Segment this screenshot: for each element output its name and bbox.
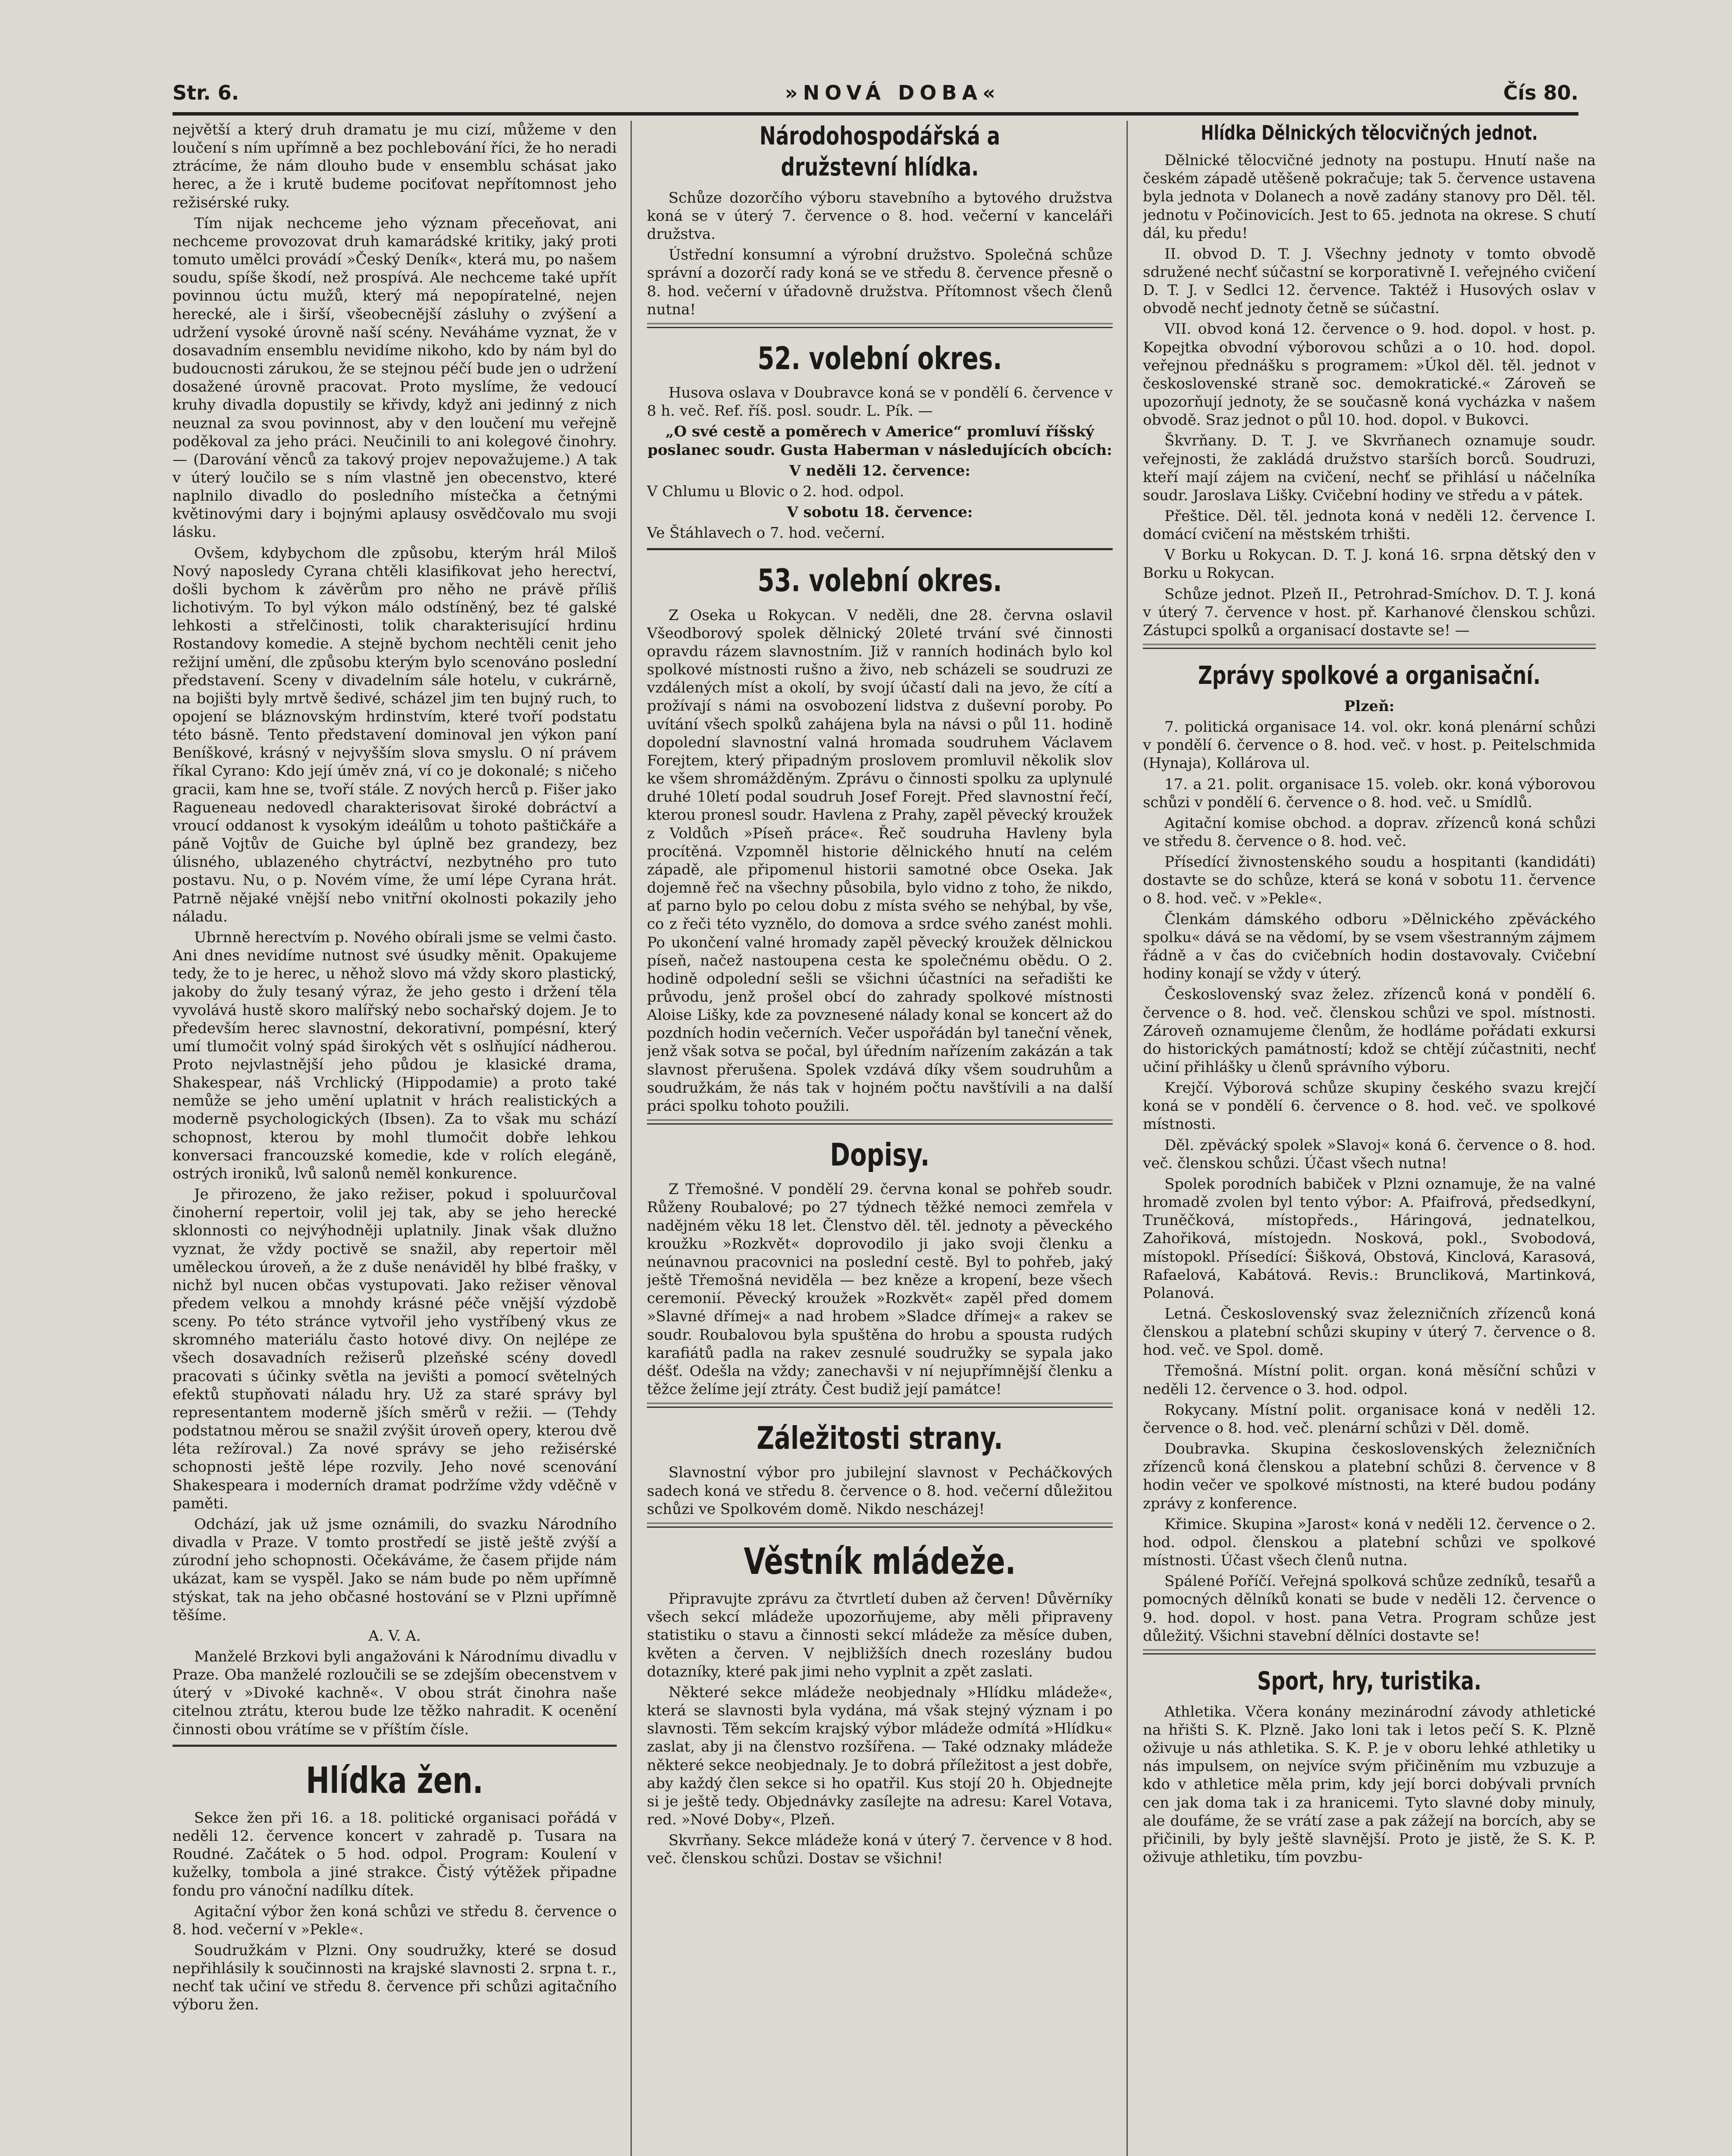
section-heading: Zprávy spolkové a organisační. <box>1198 661 1541 690</box>
article-text: Členkám dámského odboru »Dělnického zpěváckého spolku« dává se na vědomí, by se vsem všestranným zájmem řádně a v čas do cvičebních hodin dostavovaly. Cvičební hodiny konají se vždy v úterý. <box>1143 910 1596 983</box>
section-heading: Národohospodářská a družstevní hlídka. <box>759 121 1000 182</box>
article-text: největší a který druh dramatu je mu cizí, můžeme v den loučení s ním upřímně a bez pochlebování říci, že ho neradi ztrácíme, že nám dlouho bude v ensemblu schásat jako herec, a že i krutě budeme pociťovat nepřítomnost jeho režisérské ruky. <box>173 121 617 211</box>
article-text: V sobotu 18. července: <box>787 504 973 521</box>
article-text: Škvrňany. D. T. J. ve Skvrňanech oznamuje soudr. veřejnosti, že zakládá družstvo starších borců. Soudruzi, kteří mají zájem na cvičení, nechť se přihlásí u náčelníka soudr. Jaroslava Lišky. Cvičební hodiny ve středu a v pátek. <box>1143 432 1596 504</box>
article-text: 7. politická organisace 14. vol. okr. koná plenární schůzi v pondělí 6. července o 8. hod. več. v host. p. Peitelschmida (Hynaja), Kollárova ul. <box>1143 718 1596 772</box>
page-number: Str. 6. <box>173 81 239 104</box>
article-text: Odchází, jak už jsme oznámili, do svazku Národního divadla v Praze. V tomto prostředí se jistě ještě zvýší a zúrodní jeho schopnosti. Očekáváme, že časem přijde nám ukázat, kam se vyspěl. Jako se nám bude po něm upřímně stýskat, tak na jeho občasné hostování se v Plzni upřímně těšíme. <box>173 1515 617 1624</box>
article-text: Athletika. Včera konány mezinárodní závody athletické na hřišti S. K. Plzně. Jako loni tak i letos pečí S. K. Plzně oživuje u nás athletika. S. K. P. je v oboru lehké athletiky u nás impulsem, on nejvíce svým přičiněním mu vzbuzuje a kdo v athletice měla prim, kdy její borci dobývali prvních cen jak doma tak i za hranicemi. Tyto slavné doby minuly, ale doufáme, že se vrátí zase a pak zážejí na borcích, aby se přičinili, by byly ještě slavnější. Proto je jistě, že S. K. P. oživuje athletiku, tím povzbu- <box>1143 1703 1596 1866</box>
section-separator <box>1143 1649 1596 1655</box>
article-text: Soudružkám v Plzni. Ony soudružky, které se dosud nepřihlásily k součinnosti na krajské slavnosti 2. srpna t. r., nechť tak učiní ve středu 8. července při schůzi agitačního výboru žen. <box>173 1942 617 2014</box>
article-text: Agitační komise obchod. a doprav. zřízenců koná schůzi ve středu 8. července o 8. hod. več. <box>1143 814 1596 850</box>
article-text: Československý svaz želez. zřízenců koná v pondělí 6. července o 8. hod. več. členskou schůzi ve spol. místnosti. Zároveň oznamujeme členům, že hodláme pořádati exkursi do historických památností; kdož se chtějí zúčastniti, nechť učiní přihlášky u členů správního výboru. <box>1143 986 1596 1076</box>
article-text: Sekce žen při 16. a 18. politické organisaci pořádá v neděli 12. července koncert v zahradě p. Tusara na Roudné. Začátek o 5 hod. odpol. Program: Koulení v kuželky, tombola a jiné strakce. Čistý výtěžek připadne fondu pro vánoční nadílku dítek. <box>173 1809 617 1899</box>
article-text: V neděli 12. července: <box>789 462 970 479</box>
section-separator <box>647 548 1113 550</box>
article-text: Přeštice. Děl. těl. jednota koná v neděli 12. července I. domácí cvičení na městském trhišti. <box>1143 508 1596 543</box>
article-text: Dělnické tělocvičné jednoty na postupu. Hnutí naše na českém západě utěšeně pokračuje; tak 5. července ustavena byla jednota v Dolanech a nově zadány stanovy pro Děl. těl. jednotu v Počinovicích. Jest to 65. jednota na okrese. S chutí dál, ku předu! <box>1143 152 1596 242</box>
article-text: Doubravka. Skupina československých železničních zřízenců koná členskou a platební schůzi 8. července v 8 hodin večer ve spolkové místnosti, na které budou podány zprávy z konference. <box>1143 1440 1596 1512</box>
article-text: Z Oseka u Rokycan. V neděli, dne 28. června oslavil Všeodborový spolek dělnický 20leté trvání své činnosti opravdu rázem slavnostním. Již v ranních hodinách bylo kol spolkové místnosti rušno a živo, neb scházeli se soudruzi ze vzdálených míst a okolí, by svojí účastí dali na jevo, že cítí a prožívají s námi na osvobození lidstva z duševní poroby. Po uvítání všech spolků zahájena byla na návsi o půl 11. hodině dopolední slavnostní valná hromada soudruhem Václavem Forejtem, který připadným proslovem promluvil několik slov ke všem shromážděným. Zprávu o činnosti spolku za uplynulé druhé 10letí podal soudruh Josef Forejt. Před slavnostní řečí, kterou pronesl soudr. Havlena z Prahy, zapěl pěvecký kroužek z Voldůch »Píseň práce«. Řeč soudruha Havleny byla procítěná. Vzpomněl historie dělnického hnutí na celém západě, ale připomenul historii samotné obce Oseka. Jak dojemně řeč na všechny působila, bylo vidno z toho, že nikdo, ať parno bylo po celou dobu z místa svého se nehýbal, by vše, co z řeči této vyznělo, do domova a srdce svého zanést mohli. Po ukončení valné hromady zapěl pěvecký kroužek dělnickou píseň, načež nastoupena cesta ke společnému obědu. O 2. hodině odpolední sešli se všichni účastníci na seřadišti ke průvodu, jenž prošel obcí do zahrady spolkové místnosti Aloise Lišky, kde za povznesené nálady konal se koncert až do pozdních hodin večerních. Večer uspořádán byl taneční věnek, jenž však sotva se počal, byl úředním nařízením zakázán a tak slavnost přerušena. Spolek vzdává díky všem soudruhům a soudružkám, že nás tak v hojném počtu navštívili a na další práci spolku tohoto použili. <box>647 606 1113 1115</box>
section-heading: Hlídka žen. <box>306 1759 483 1802</box>
article-text: Z Třemošné. V pondělí 29. června konal se pohřeb soudr. Růženy Roubalové; po 27 týdnech těžké nemoci zemřela v nadějném věku 18 let. Členstvo děl. těl. jednoty a pěveckého kroužku »Rozkvět« doprovodilo ji jako svoji členku a neúnavnou pracovnici na poslední cestě. Byl to pohřeb, jaký ještě Třemošná neviděla — bez kněze a kropení, beze všech ceremonií. Pěvecký kroužek »Rozkvět« zapěl před domem »Slavné dřímej« a nad hrobem »Sladce dřímej« a rakev se soudr. Roubalovou byla spuštěna do hrobu a spousta rudých karafiátů padla na rakev zesnulé soudružky se sypala jako déšť. Odešla na vždy; zanechavši v ní nejupřímnější členku a těžce želíme její ztráty. Čest budiž její památce! <box>647 1181 1113 1398</box>
article-text: Letná. Československý svaz železničních zřízenců koná členskou a platební schůzi skupiny v úterý 7. července o 8. hod. več. ve Spol. domě. <box>1143 1305 1596 1359</box>
article-text: Třemošná. Místní polit. organ. koná měsíční schůzi v neděli 12. července o 3. hod. odpol. <box>1143 1362 1596 1398</box>
article-text: Agitační výbor žen koná schůzi ve středu 8. července o 8. hod. večerní v »Pekle«. <box>173 1902 617 1938</box>
masthead: »NOVÁ DOBA« <box>785 81 1001 104</box>
section-separator <box>647 323 1113 328</box>
page-header <box>173 73 1578 116</box>
article-text: Schůze jednot. Plzeň II., Petrohrad-Smíchov. D. T. J. koná v úterý 7. července v host. př. Karhanové členskou schůzi. Zástupci spolků a organisací dostavte se! — <box>1143 585 1596 639</box>
article-text: Spálené Poříčí. Veřejná spolková schůze zedníků, tesařů a pomocných dělníků konati se bude v neděli 12. července o 9. hod. dopol. v host. pana Vetra. Program schůze jest důležitý. Všichni stavební dělníci dostavte se! <box>1143 1573 1596 1645</box>
article-text: „O své cestě a poměrech v Americe“ promluví říšský poslanec soudr. Gusta Haberman v následujících obcích: <box>647 423 1112 459</box>
article-text: 17. a 21. polit. organisace 15. voleb. okr. koná výborovou schůzi v pondělí 6. července o 8. hod. več. u Smídlů. <box>1143 775 1596 811</box>
column-3 <box>1143 121 1596 2156</box>
article-text: II. obvod D. T. J. Všechny jednoty v tomto obvodě sdružené nechť súčastní se korporativně I. veřejného cvičení D. T. J. v Sedlci 12. července. Taktéž i Husových oslav v obvodě nechť jednoty četně se súčastní. <box>1143 245 1596 317</box>
section-heading: Záležitosti strany. <box>756 1420 1003 1457</box>
section-heading: Hlídka Dělnických tělocvičných jednot. <box>1201 121 1538 144</box>
article-text: Některé sekce mládeže neobjednaly »Hlídku mládeže«, která se slavnosti byla vydána, má však stejný význam i po slavnosti. Těm sekcím krajský výbor mládeže odmítá »Hlídku« zaslat, aby ji na členstvo rozšířena. — Také odznaky mládeže některé sekce neobjednaly. Je to dobrá příležitost a jest dobře, aby každý člen sekce si ho opatřil. Kus stojí 20 h. Objednejte si je ještě tedy. Objednávky zasílejte na adresu: Karel Votava, red. »Nové Doby«, Plzeň. <box>647 1683 1113 1828</box>
column-1 <box>173 121 617 2156</box>
article-text: Husova oslava v Doubravce koná se v pondělí 6. července v 8 h. več. Ref. říš. posl. soudr. L. Pík. — <box>647 384 1113 420</box>
article-text: Manželé Brzkovi byli angažováni k Národnímu divadlu v Praze. Oba manželé rozloučili se se zdejším obecenstvem v úterý v »Divoké kachně«. V obou strát činohra naše citelnou ztrátu, kterou bude lze těžko nahradit. K ocenění činnosti obou vrátíme se v příštím čísle. <box>173 1648 617 1738</box>
article-text: Přísedící živnostenského soudu a hospitanti (kandidáti) dostavte se do schůze, která se koná v sobotu 11. července o 8. hod. več. v »Pekle«. <box>1143 853 1596 907</box>
section-separator <box>173 1745 617 1747</box>
section-separator <box>647 1403 1113 1408</box>
article-text: Je přirozeno, že jako režiser, pokud i spoluurčoval činoherní repertoir, volil jej tak, aby se jeho herecké sklonnosti co nejvýhodněji uplatnily. Jinak však dlužno vyznat, že vždy poctivě se snažil, aby repertoir měl uměleckou úroveň, a že z duše nenáviděl hy blbé frašky, v nichž byl nucen občas vystupovati. Jako režiser věnoval předem velkou a mnohdy krásné péče vnější výzdobě sceny. Po této stránce vytvořil jeho vystříbený vkus ze skromného materiálu často hotové divy. On nejlépe ze všech dosavadních režiserů plzeňské scény dovedl pracovati s účinky světla na jevišti a pomocí světelných efektů stupňovati náladu hry. Už za staré správy byl representantem moderně jších směrů v režii. — (Tehdy podstatnou měrou se snažil zvýšit úroveň opery, kterou dvě léta režíroval.) Za nové správy se jeho režisérské schopnosti ještě lépe rozvily. Jeho nové scenování Shakespeara i moderních dramat podržíme vždy vděčně v paměti. <box>173 1186 617 1512</box>
article-signature: A. V. A. <box>368 1627 421 1645</box>
article-text: V Chlumu u Blovic o 2. hod. odpol. <box>647 483 904 500</box>
article-text: Děl. zpěvácký spolek »Slavoj« koná 6. července o 8. hod. več. členskou schůzi. Účast všech nutna! <box>1143 1136 1596 1172</box>
article-text: Spolek porodních babiček v Plzni oznamuje, že na valné hromadě zvolen byl tento výbor: A. Pfaifrová, předsedkyní, Truněčková, místopředs., Háringová, jednatelkou, Zahořiková, místojedn. Nosková, pokl., Svobodová, místopokl. Přísedící: Šišková, Obstová, Kinclová, Karasová, Rafaelová, Kabátová. Revis.: Bruncliková, Martinková, Polanová. <box>1143 1175 1596 1302</box>
subheading: Plzeň: <box>1344 698 1395 715</box>
article-text: Ve Štáhlavech o 7. hod. večerní. <box>647 524 885 542</box>
section-heading: Dopisy. <box>830 1137 930 1173</box>
section-heading: Sport, hry, turistika. <box>1257 1666 1481 1695</box>
article-text: Slavnostní výbor pro jubilejní slavnost v Pecháčkových sadech koná ve středu 8. července o 8. hod. večerní důležitou schůzi ve Spolkovém domě. Nikdo nescházej! <box>647 1464 1113 1518</box>
article-text: Tím nijak nechceme jeho význam přeceňovat, ani nechceme provozovat druh kamarádské kritiky, jaký proti tomuto umělci provádí »Český Deník«, která mu, po našem soudu, spíše škodí, než prospívá. Ale nechceme také upřít povinnou úctu mužů, který má nepopíratelné, nejen herecké, ale i širší, všeobecnější zásluhy o zvýšení a udržení vysoké úrovně naší scény. Neváháme vyznat, že v dosavadním ensemblu nevidíme nikoho, kdo by nám byl do budoucnosti zárukou, že se stejnou péčí bude jen o udržení dosažené úrovně pracovat. Proto myslíme, že vedoucí kruhy divadla dopustily se křivdy, když ani jedinný z nich neuznal za svou povinnost, aby v den loučení mu veřejně poděkoval za jeho práci. Neučinili to ani kolegové činohry. — (Darování věnců za takový projev nepovažujeme.) A tak v úterý loučilo se s ním vlastně jen obecenstvo, které naplnilo divadlo do posledního místečka a četnými květinovými dary i bojnými aplausy osvědčovalo mu svoji lásku. <box>173 214 617 541</box>
article-text: Skvrňany. Sekce mládeže koná v úterý 7. července v 8 hod. več. členskou schůzi. Dostav se všichni! <box>647 1832 1113 1868</box>
article-text: V Borku u Rokycan. D. T. J. koná 16. srpna dětský den v Borku u Rokycan. <box>1143 546 1596 582</box>
section-heading: Věstník mládeže. <box>744 1540 1016 1583</box>
section-separator <box>647 1523 1113 1528</box>
article-text: VII. obvod koná 12. července o 9. hod. dopol. v host. p. Kopejtka obvodní výborovou schůzi a o 10. hod. dopol. veřejnou přednášku s programem: »Úkol děl. těl. jednot v československé straně soc. demokratické.« Zároveň se upozorňují jednoty, že se současně koná vycházka v našem obvodě. Sraz jednot o půl 10. hod. dopol. v Bukovci. <box>1143 320 1596 429</box>
section-heading: 52. volební okres. <box>757 340 1002 376</box>
article-text: Schůze dozorčího výboru stavebního a bytového družstva koná se v úterý 7. července o 8. hod. večerní v kanceláři družstva. <box>647 189 1113 243</box>
article-text: Připravujte zprávu za čtvrtletí duben až červen! Důvěrníky všech sekcí mládeže upozorňujeme, aby měli připraveny statistiku o stavu a činnosti sekcí mládeže za měsíce duben, květen a červen. V nejbližších dnech rozeslány budou dotazníky, které pak jimi neho vyplnit a zpět zaslati. <box>647 1590 1113 1680</box>
issue-number: Čís 80. <box>1503 81 1578 104</box>
article-text: Ovšem, kdybychom dle způsobu, kterým hrál Miloš Nový naposledy Cyrana chtěli klasifikovat jeho herectví, došli bychom k závěrům pro něho ne právě příliš lichotivým. To byl výkon málo odstíněný, bez té galské lehkosti a střelčinosti, tolik charakterisující hrdinu Rostandovy komedie. A stejně bychom nechtěli cenit jeho režijní umění, dle způsobu kterým bylo scenováno poslední představení. Sceny v divadelním sále hotelu, v cukrárně, na bojišti byly mrtvě šedivé, scházel jim ten bujný ruch, to opojení se bláznovským hrdinstvím, které tvoří podstatu této básně. Tento představení dominoval jen výkon paní Beníškové, krásný v nejvyšším slova smyslu. O ní právem říkal Cyrano: Kdo její úměv zná, ví co je dokonalé; s ničeho gracii, kam hne se, tvoří stále. Z nových herců p. Fišer jako Ragueneau nedovedl charakterisovat široké dobráctví a vroucí oddanost k vysokým ideálům u tohoto paštičkáře a páně Vojtův de Guiche byl úplně bez grandezy, bez úlisného, ublazeného chytráctví, nezbytného pro tuto postavu. Nu, o p. Novém víme, že umí lépe Cyrana hrát. Patrně nějaké vnější nebo vnitřní okolnosti pokazily jeho náladu. <box>173 544 617 925</box>
column-divider <box>1126 121 1128 2156</box>
article-text: Krejčí. Výborová schůze skupiny českého svazu krejčí koná se v pondělí 6. července o 8. hod. več. ve spolkové místnosti. <box>1143 1079 1596 1133</box>
article-text: Rokycany. Místní polit. organisace koná v neděli 12. července o 8. hod. več. plenární schůzi v Děl. domě. <box>1143 1401 1596 1437</box>
article-text: Křimice. Skupina »Jarost« koná v neděli 12. července o 2. hod. odpol. členskou a platební schůzi ve spolkové místnosti. Účast všech členů nutna. <box>1143 1515 1596 1570</box>
article-text: Ubrnně herectvím p. Nového obírali jsme se velmi často. Ani dnes nevidíme nutnost své úsudky měnit. Opakujeme tedy, že to je herec, u něhož slovo má vždy skoro plastický, jakoby do žuly tesaný výraz, že jeho gesto i držení těla vyvolává hustě skoro malířský nebo sochařský dojem. Je to především herec slavnostní, dekorativní, pompésní, který umí tlumočit volný spád širokých vět s oslňující nádherou. Proto nejvlastnější jeho půdou je klasické drama, Shakespear, náš Vrchlický (Hippodamie) a proto také nemůže se jeho umění uplatnit v hrách realistických a moderně psychologických (Ibsen). Za to však mu schází schopnost, kterou by mohl tlumočit dobře lehkou konversaci francouzské komedie, kde v rolích elegáně, ostrých ironiků, lvů salonů neměl konkurence. <box>173 928 617 1182</box>
section-heading: 53. volební okres. <box>757 562 1002 599</box>
section-separator <box>647 1119 1113 1125</box>
column-divider <box>631 121 632 2156</box>
article-text: Ústřední konsumní a výrobní družstvo. Společná schůze správní a dozorčí rady koná se ve středu 8. července přesně o 8. hod. večerní v úřadovně družstva. Přítomnost všech členů nutna! <box>647 246 1113 318</box>
column-2 <box>647 121 1113 2156</box>
section-separator <box>1143 644 1596 649</box>
